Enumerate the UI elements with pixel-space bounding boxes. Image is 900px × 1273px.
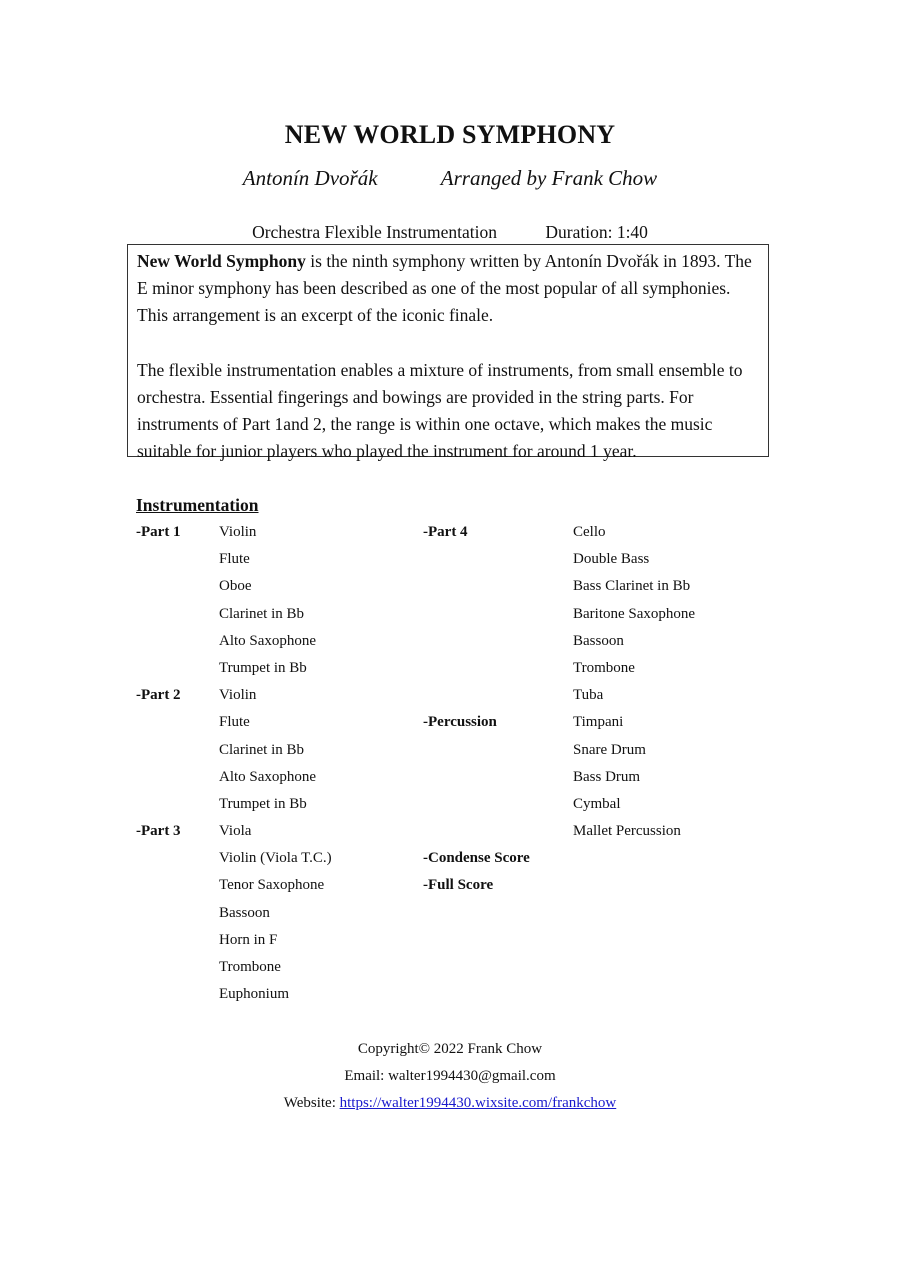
part-label — [136, 954, 181, 981]
part-label — [423, 546, 530, 573]
part-label — [423, 601, 530, 628]
instrument-item: Viola — [219, 823, 252, 840]
part-label — [136, 628, 181, 655]
arranger-name: Arranged by Frank Chow — [440, 166, 658, 190]
part-label — [423, 628, 530, 655]
instrument-item: Violin (Viola T.C.) — [219, 850, 332, 867]
instrument-item: Bassoon — [573, 632, 624, 649]
instrument-item: Timpani — [573, 714, 624, 731]
part-label: -Part 3 — [136, 823, 181, 840]
description-box — [127, 244, 769, 462]
instrument-item — [573, 845, 695, 872]
part-label — [136, 845, 181, 872]
instrument-item: Violin — [219, 687, 257, 704]
part-label — [423, 791, 530, 818]
part-label: -Full Score — [423, 877, 494, 894]
instrument-item: Bass Drum — [573, 768, 641, 785]
part-label — [423, 737, 530, 764]
instrument-item: Bass Clarinet in Bb — [573, 578, 691, 595]
part-label — [423, 573, 530, 600]
part-label — [136, 546, 181, 573]
composer-name: Antonín Dvořák — [242, 166, 378, 190]
part-label — [136, 601, 181, 628]
copyright-line: Copyright© 2022 Frank Chow — [357, 1041, 543, 1057]
instrument-item: Trumpet in Bb — [219, 659, 307, 676]
instrument-item: Oboe — [219, 578, 252, 595]
part-label — [423, 764, 530, 791]
instrument-item: Euphonium — [219, 986, 289, 1003]
instrument-item: Clarinet in Bb — [219, 741, 304, 758]
part-label: -Part 4 — [423, 524, 468, 540]
instrument-item: Horn in F — [219, 931, 278, 948]
instrument-item: Double Bass — [573, 551, 650, 568]
part-label: -Part 2 — [136, 687, 181, 704]
part-label — [136, 791, 181, 818]
part-label — [423, 655, 530, 682]
right-instrument-list — [573, 519, 695, 900]
instrumentation-heading: Instrumentation — [136, 495, 259, 515]
description-paragraph-1 — [137, 248, 759, 330]
page-title: NEW WORLD SYMPHONY — [284, 120, 616, 149]
website-link[interactable]: https://walter1994430.wixsite.com/frankchow — [339, 1095, 617, 1111]
part-label — [136, 655, 181, 682]
instrument-item: Flute — [219, 551, 250, 568]
instrument-item: Clarinet in Bb — [219, 605, 304, 622]
part-label: -Percussion — [423, 714, 497, 731]
part-label: -Condense Score — [423, 850, 530, 867]
instrument-item: Bassoon — [219, 904, 270, 921]
instrument-item: Mallet Percussion — [573, 823, 681, 840]
instrument-item: Violin — [219, 524, 257, 540]
email-line: Email: walter1994430@gmail.com — [344, 1068, 556, 1084]
part-label — [136, 981, 181, 1008]
part-label — [423, 818, 530, 845]
part-label — [136, 709, 181, 736]
description-paragraph-2: The flexible instrumentation enables a mixture of instruments, from small ensemble to orchestra. Essential fingerings and bowings are provided in the string parts. For instruments of Part 1and 2, the range is within one octave, which makes the music suitable for junior players who played the instrument for around 1 year. — [137, 359, 743, 462]
duration: Duration: 1:40 — [545, 222, 648, 242]
part-label: -Part 1 — [136, 524, 181, 540]
instrumentation-type: Orchestra Flexible Instrumentation — [252, 222, 497, 242]
instrument-item: Alto Saxophone — [219, 632, 317, 649]
description-bold-title: New World Symphony — [137, 251, 306, 271]
instrument-item: Alto Saxophone — [219, 768, 317, 785]
part-label — [136, 764, 181, 791]
description-p1-text: is the ninth symphony written by Antonín Dvořák in 1893. The E minor symphony has been described as one of the most popular of all symphonies. This arrangement is an excerpt of the iconic finale. — [137, 251, 752, 326]
instrument-item: Cymbal — [573, 795, 621, 812]
instrument-item: Tenor Saxophone — [219, 877, 325, 894]
instrument-item — [573, 872, 695, 899]
byline — [0, 166, 900, 191]
website-line — [0, 1095, 900, 1112]
right-part-labels — [423, 519, 530, 900]
instrument-item: Cello — [573, 524, 606, 540]
instrument-item: Snare Drum — [573, 741, 646, 758]
part-label — [423, 682, 530, 709]
instrument-item: Trombone — [573, 659, 635, 676]
instrument-item: Trumpet in Bb — [219, 795, 307, 812]
instrument-item: Baritone Saxophone — [573, 605, 696, 622]
part-label — [136, 872, 181, 899]
instrument-item: Trombone — [219, 959, 281, 975]
info-line — [0, 222, 900, 243]
website-label: Website: — [283, 1095, 340, 1111]
left-instrument-list — [219, 519, 332, 1008]
part-label — [136, 927, 181, 954]
instrument-item: Flute — [219, 714, 250, 731]
part-label — [136, 573, 181, 600]
part-label — [136, 900, 181, 927]
part-label — [136, 737, 181, 764]
instrument-item: Tuba — [573, 687, 604, 704]
left-part-labels — [136, 519, 181, 1008]
